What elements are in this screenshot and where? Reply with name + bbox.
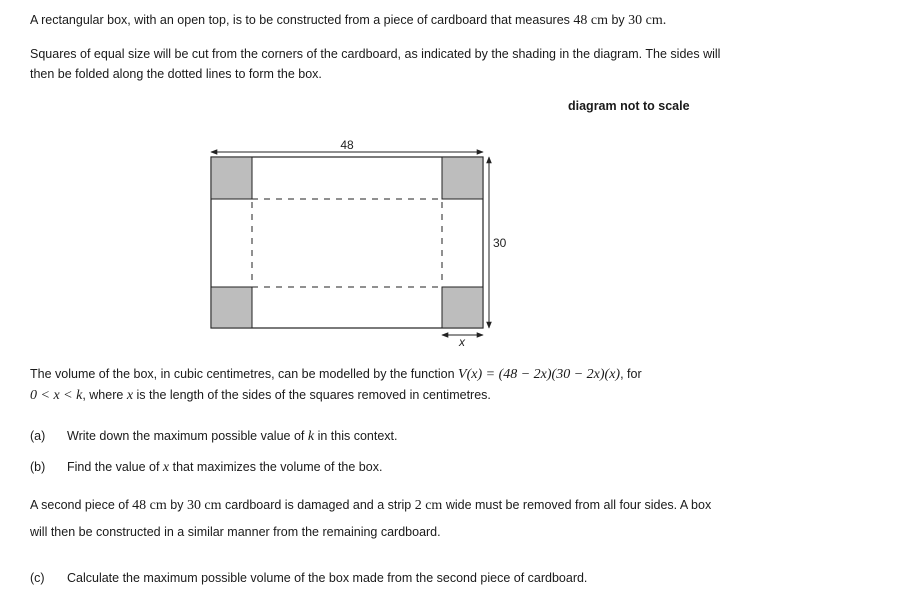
diagram-note: diagram not to scale xyxy=(568,99,690,113)
corner-square-bottom-left xyxy=(211,287,252,328)
part-b-label: (b) xyxy=(30,460,46,474)
model-text: The volume of the box, in cubic centimetres, can be modelled by the function xyxy=(30,367,455,381)
second-line-2: will then be constructed in a similar manner from the remaining cardboard. xyxy=(30,525,441,539)
model-line-2 xyxy=(30,385,642,406)
second-text-3: cardboard is damaged and a strip xyxy=(225,498,412,512)
intro-p2-line-1: Squares of equal size will be cut from the corners of the cardboard, as indicated by the shading in the diagram. The sides will xyxy=(30,47,721,61)
model-paragraph xyxy=(30,364,642,406)
intro-by: by xyxy=(611,13,625,27)
intro-width-unit: cm. xyxy=(645,13,667,28)
part-b-question xyxy=(67,458,382,477)
corner-square-bottom-right xyxy=(442,287,483,328)
part-b-text-2: that maximizes the volume of the box. xyxy=(172,460,383,474)
corner-square-top-right xyxy=(442,157,483,199)
model-where: , where xyxy=(82,388,124,402)
width-label: 48 xyxy=(340,138,354,152)
intro-length-unit: cm xyxy=(590,13,608,28)
part-b-variable: x xyxy=(162,460,170,475)
corner-square-top-left xyxy=(211,157,252,199)
second-length-value: 48 xyxy=(132,498,147,513)
second-text-4: wide must be removed from all four sides. A box xyxy=(445,498,712,512)
part-a-variable: k xyxy=(307,429,315,444)
fold-lines xyxy=(252,199,442,287)
strip-width-unit: cm xyxy=(425,498,443,513)
part-a-label: (a) xyxy=(30,429,46,443)
intro-length-value: 48 xyxy=(573,13,588,28)
second-line-1 xyxy=(30,492,711,519)
intro-width-value: 30 xyxy=(628,13,643,28)
domain-inequality: 0 < x < k xyxy=(30,388,83,403)
part-a-question xyxy=(67,427,397,446)
second-width-value: 30 xyxy=(186,498,201,513)
part-a-text-2: in this context. xyxy=(317,429,398,443)
model-variable: x xyxy=(126,388,134,403)
second-text-1: A second piece of xyxy=(30,498,129,512)
strip-width-value: 2 xyxy=(414,498,422,513)
second-width-unit: cm xyxy=(204,498,222,513)
model-definition: is the length of the sides of the squares removed in centimetres. xyxy=(136,388,491,402)
model-line-1 xyxy=(30,364,642,385)
height-label: 30 xyxy=(493,236,507,250)
part-a-text-1: Write down the maximum possible value of xyxy=(67,429,305,443)
part-c-label: (c) xyxy=(30,571,45,585)
part-b-text-1: Find the value of xyxy=(67,460,160,474)
model-for: , for xyxy=(620,367,642,381)
part-c-question: Calculate the maximum possible volume of the box made from the second piece of cardboard. xyxy=(67,571,588,585)
second-by: by xyxy=(170,498,184,512)
second-piece-paragraph xyxy=(30,492,711,546)
intro-p2-line-2: then be folded along the dotted lines to form the box. xyxy=(30,67,322,81)
intro-text: A rectangular box, with an open top, is to be constructed from a piece of cardboard that measures xyxy=(30,13,570,27)
volume-function: V(x) = (48 − 2x)(30 − 2x)(x) xyxy=(458,367,621,382)
x-label: x xyxy=(459,335,465,349)
second-length-unit: cm xyxy=(149,498,167,513)
